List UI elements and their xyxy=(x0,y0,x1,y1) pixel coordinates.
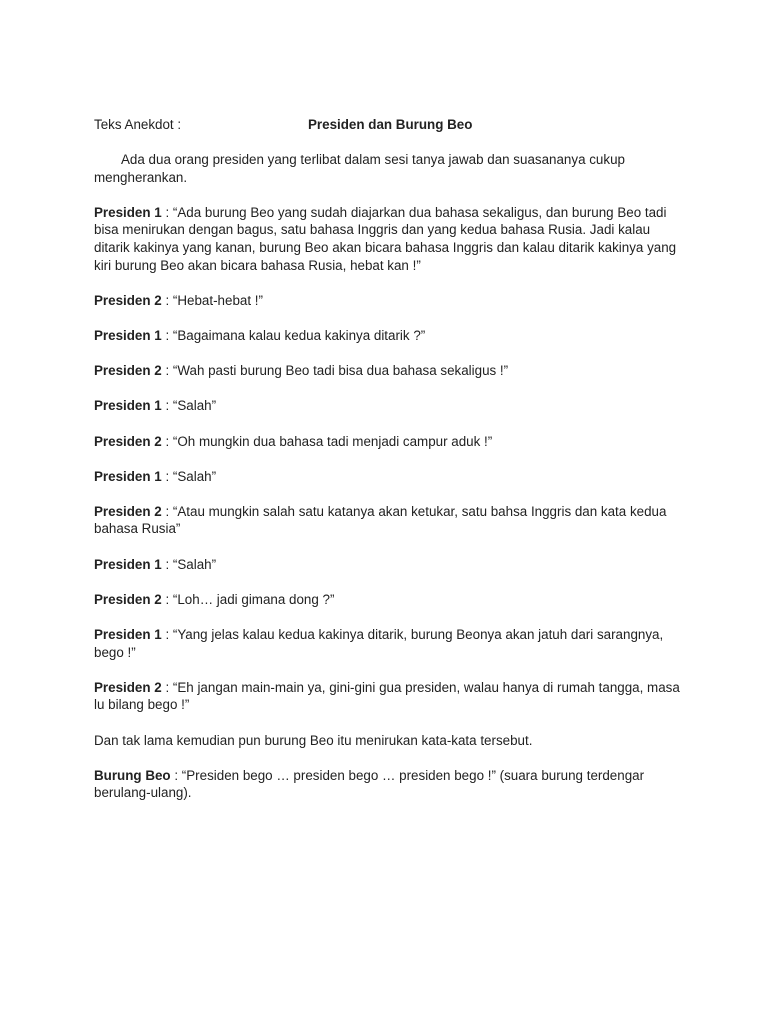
title-row xyxy=(94,116,684,134)
dialogue-text: : “Salah” xyxy=(161,556,217,572)
speaker-name: Presiden 1 xyxy=(94,468,162,484)
speaker-name: Presiden 2 xyxy=(94,503,162,519)
dialogue-text: : “Wah pasti burung Beo tadi bisa dua bahasa sekaligus !” xyxy=(161,363,509,379)
narration-paragraph: Dan tak lama kemudian pun burung Beo itu menirukan kata-kata tersebut. xyxy=(94,732,533,748)
dialogue-line xyxy=(94,433,684,451)
closing-line xyxy=(94,767,684,802)
dialogue-line xyxy=(94,626,684,661)
dialogue-line xyxy=(94,327,684,345)
dialogue-line xyxy=(94,591,684,609)
dialogue-line xyxy=(94,204,684,274)
dialogue-text: : “Loh… jadi gimana dong ?” xyxy=(161,591,335,607)
speaker-name: Presiden 1 xyxy=(94,627,162,643)
dialogue-line xyxy=(94,292,684,310)
speaker-name: Presiden 1 xyxy=(94,204,162,220)
closing-text: : “Presiden bego … presiden bego … presiden bego !” (suara burung terdengar berulang-ulang). xyxy=(94,767,645,801)
speaker-name: Presiden 2 xyxy=(94,679,162,695)
genre-label: Teks Anekdot : xyxy=(94,117,182,132)
dialogue-line xyxy=(94,503,684,538)
speaker-name: Burung Beo xyxy=(94,767,171,783)
dialogue-text: : “Salah” xyxy=(161,398,217,414)
dialogue-text: : “Oh mungkin dua bahasa tadi menjadi campur aduk !” xyxy=(161,433,493,449)
dialogue-text: : “Bagaimana kalau kedua kakinya ditarik ?” xyxy=(161,327,426,343)
dialogue-text: : “Salah” xyxy=(161,468,217,484)
dialogue-line xyxy=(94,362,684,380)
dialogue-text: : “Eh jangan main-main ya, gini-gini gua presiden, walau hanya di rumah tangga, masa lu bilang bego !” xyxy=(94,679,680,713)
speaker-name: Presiden 1 xyxy=(94,327,162,343)
speaker-name: Presiden 1 xyxy=(94,556,162,572)
intro-paragraph: Ada dua orang presiden yang terlibat dalam sesi tanya jawab dan suasananya cukup mengherankan. xyxy=(94,152,625,185)
speaker-name: Presiden 1 xyxy=(94,398,162,414)
dialogue-line xyxy=(94,468,684,486)
dialogue xyxy=(94,204,684,714)
dialogue-line xyxy=(94,397,684,415)
dialogue-text: : “Yang jelas kalau kedua kakinya ditarik, burung Beonya akan jatuh dari sarangnya, bego !” xyxy=(94,627,664,660)
document-title: Presiden dan Burung Beo xyxy=(308,117,473,132)
speaker-name: Presiden 2 xyxy=(94,433,162,449)
dialogue-text: : “Ada burung Beo yang sudah diajarkan dua bahasa sekaligus, dan burung Beo tadi bisa menirukan dengan bagus, satu bahasa Inggris dan yang kedua bahasa Rusia. Jadi kalau ditarik kakinya yang kanan, burung Beo akan bicara bahasa Inggris dan kalau ditarik kakinya yang kiri burung Beo akan bicara bahasa Rusia, hebat kan !” xyxy=(94,204,677,273)
dialogue-line xyxy=(94,679,684,714)
speaker-name: Presiden 2 xyxy=(94,363,162,379)
dialogue-line xyxy=(94,556,684,574)
dialogue-text: : “Hebat-hebat !” xyxy=(161,292,263,308)
speaker-name: Presiden 2 xyxy=(94,292,162,308)
document-page xyxy=(94,116,684,802)
speaker-name: Presiden 2 xyxy=(94,591,162,607)
dialogue-text: : “Atau mungkin salah satu katanya akan ketukar, satu bahsa Inggris dan kata kedua bahasa Rusia” xyxy=(94,503,667,537)
